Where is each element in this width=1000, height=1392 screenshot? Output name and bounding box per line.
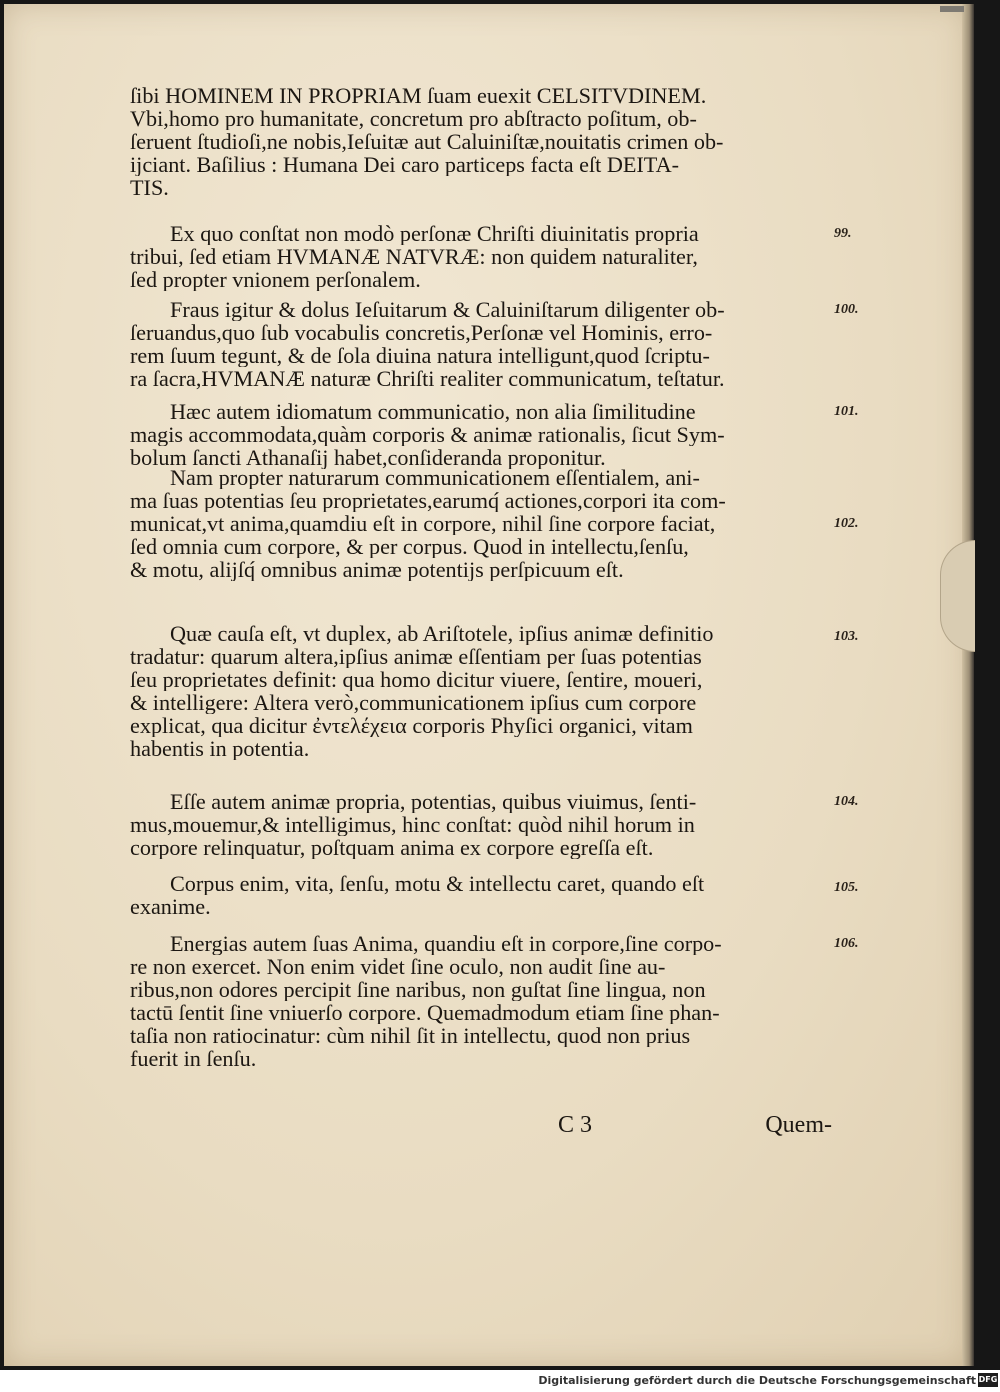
paragraph-p7: [130, 872, 820, 918]
paragraph-p0: [130, 84, 820, 199]
paragraph-p4: [130, 466, 820, 581]
text-line: ijciant. Baſilius : Humana Dei caro particeps facta eſt DEITA-: [130, 153, 679, 176]
credit-bar: [0, 1370, 1000, 1392]
text-line: Eſſe autem animæ propria, potentias, quibus viuimus, ſenti-: [170, 790, 697, 813]
page-footer: [130, 1112, 832, 1142]
text-line: ſed omnia cum corpore, & per corpus. Quod in intellectu,ſenſu,: [130, 535, 689, 558]
text-line: Hæc autem idiomatum communicatio, non alia ſimilitudine: [170, 400, 696, 423]
text-line: habentis in potentia.: [130, 737, 310, 760]
credit-text: Digitalisierung gefördert durch die Deutsche Forschungsgemeinschaft: [538, 1374, 976, 1387]
text-line: ribus,non odores percipit ſine naribus, non guſtat ſine lingua, non: [130, 978, 706, 1001]
catchword: Quem-: [765, 1112, 832, 1138]
text-line: magis accommodata,quàm corporis & animæ rationalis, ſicut Sym-: [130, 423, 725, 446]
text-line: Corpus enim, vita, ſenſu, motu & intellectu caret, quando eſt: [170, 872, 705, 895]
paragraph-p3: [130, 400, 820, 469]
text-line: exanime.: [130, 895, 211, 918]
text-line: Nam propter naturarum communicationem eſſentialem, ani-: [170, 466, 700, 489]
paragraph-p2: [130, 298, 820, 390]
text-line: Ex quo conſtat non modò perſonæ Chriſti diuinitatis propria: [170, 222, 699, 245]
paragraph-p1: [130, 222, 820, 291]
text-line: TIS.: [130, 176, 169, 199]
text-line: corpore relinquatur, poſtquam anima ex corpore egreſſa eſt.: [130, 836, 654, 859]
text-line: ſeruandus,quo ſub vocabulis concretis,Perſonæ vel Hominis, erro-: [130, 321, 713, 344]
text-line: tribui, ſed etiam HVMANÆ NATVRÆ: non quidem naturaliter,: [130, 245, 698, 268]
text-line: mus,mouemur,& intelligimus, hinc conſtat: quòd nihil horum in: [130, 813, 695, 836]
text-line: ma ſuas potentias ſeu proprietates,earumq́ actiones,corpori ita com-: [130, 489, 726, 512]
text-line: fuerit in ſenſu.: [130, 1047, 257, 1070]
margin-number: 103.: [834, 629, 859, 644]
text-line: explicat, qua dicitur ἐντελέχεια corporis Phyſici organici, vitam: [130, 714, 693, 737]
scan-mark: [940, 6, 964, 12]
text-line: Fraus igitur & dolus Ieſuitarum & Caluiniſtarum diligenter ob-: [170, 298, 725, 321]
text-line: Vbi,homo pro humanitate, concretum pro abſtracto poſitum, ob-: [130, 107, 697, 130]
margin-number: 99.: [834, 226, 852, 241]
text-line: Quæ cauſa eſt, vt duplex, ab Ariſtotele, ipſius animæ definitio: [170, 622, 714, 645]
text-line: ſeu proprietates definit: qua homo dicitur viuere, ſentire, moueri,: [130, 668, 703, 691]
margin-number: 102.: [834, 516, 859, 531]
dfg-logo: DFG: [978, 1373, 998, 1387]
page-edge: [962, 4, 974, 1366]
text-line: Energias autem ſuas Anima, quandiu eſt in corpore,ſine corpo-: [170, 932, 722, 955]
paragraph-p6: [130, 790, 820, 859]
text-line: bolum ſancti Athanaſij habet,conſideranda proponitur.: [130, 446, 606, 469]
paragraph-p8: [130, 932, 820, 1070]
text-line: tradatur: quarum altera,ipſius animæ eſſentiam per ſuas potentias: [130, 645, 702, 668]
text-line: ra ſacra,HVMANÆ naturæ Chriſti realiter communicatum, teſtatur.: [130, 367, 725, 390]
margin-number: 104.: [834, 794, 859, 809]
page-tab: [940, 540, 975, 652]
text-line: rem ſuum tegunt, & de ſola diuina natura intelligunt,quod ſcriptu-: [130, 344, 710, 367]
text-line: ſeruent ſtudioſi,ne nobis,Ieſuitæ aut Caluiniſtæ,nouitatis crimen ob-: [130, 130, 724, 153]
text-line: taſia non ratiocinatur: cùm nihil ſit in intellectu, quod non prius: [130, 1024, 691, 1047]
text-line: ſed propter vnionem perſonalem.: [130, 268, 421, 291]
margin-number: 105.: [834, 880, 859, 895]
margin-number: 100.: [834, 302, 859, 317]
signature-mark: C 3: [558, 1112, 593, 1138]
text-line: re non exercet. Non enim videt ſine oculo, non audit ſine au-: [130, 955, 666, 978]
text-line: ſibi HOMINEM IN PROPRIAM ſuam euexit CELSITVDINEM.: [130, 84, 707, 107]
paragraph-p5: [130, 622, 820, 760]
margin-number: 106.: [834, 936, 859, 951]
text-line: & motu, alijſq́ omnibus animæ potentijs perſpicuum eſt.: [130, 558, 624, 581]
text-line: & intelligere: Altera verò,communicationem ipſius cum corpore: [130, 691, 697, 714]
text-line: tactū ſentit ſine vniuerſo corpore. Quemadmodum etiam ſine phan-: [130, 1001, 720, 1024]
text-line: municat,vt anima,quamdiu eſt in corpore, nihil ſine corpore faciat,: [130, 512, 716, 535]
margin-number: 101.: [834, 404, 859, 419]
